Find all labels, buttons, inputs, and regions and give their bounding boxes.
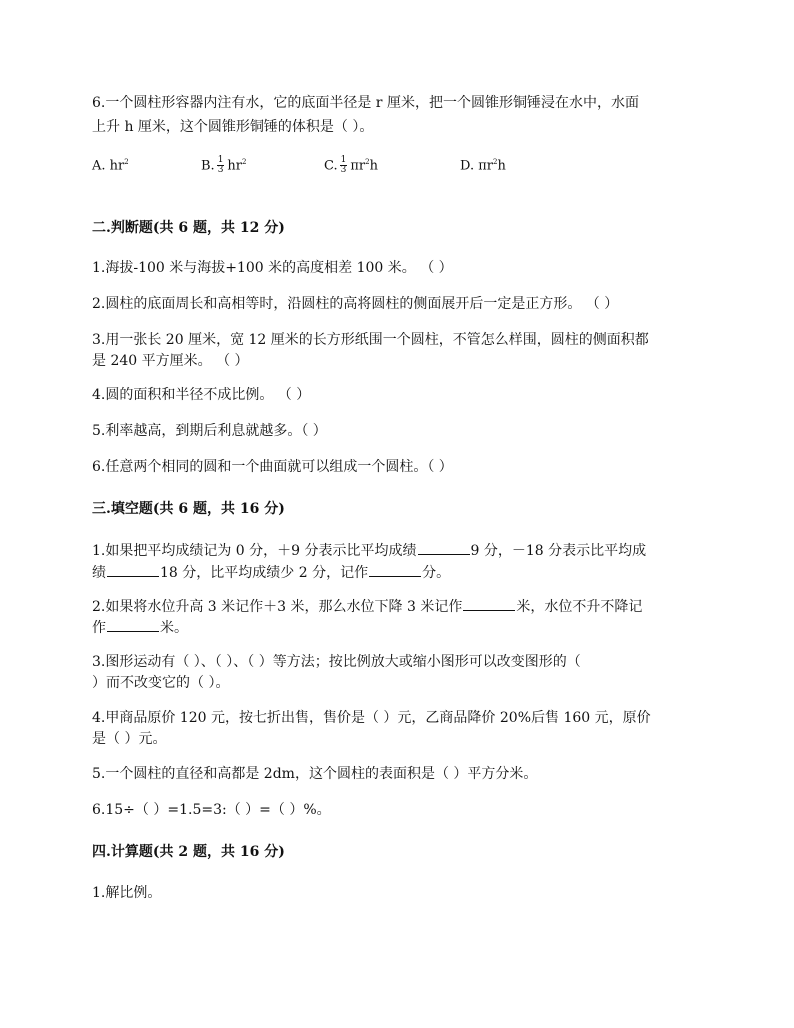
option-c-tail: h (369, 158, 378, 174)
answer-blank[interactable] (107, 617, 159, 632)
option-c-numerator: 1 (340, 155, 347, 166)
option-c-label: C. (324, 158, 338, 174)
answer-blank[interactable] (418, 540, 470, 555)
option-c-denominator: 3 (340, 165, 347, 176)
calc-q1: 1.解比例。 (92, 885, 162, 901)
fill-q1-text-c: 绩 (92, 565, 106, 581)
option-b-sup: 2 (242, 158, 247, 166)
fill-q1-line-2 (92, 562, 702, 583)
answer-blank[interactable] (463, 596, 515, 611)
judge-q6: 6.任意两个相同的圆和一个曲面就可以组成一个圆柱。（ ） (92, 459, 453, 475)
option-b (201, 153, 246, 175)
calc-section-title: 四.计算题(共 2 题，共 16 分) (92, 844, 285, 860)
option-b-text: hr (227, 158, 243, 174)
judge-q1: 1.海拔-100 米与海拔+100 米的高度相差 100 米。 （ ） (92, 260, 453, 276)
option-d-tail: h (497, 158, 506, 174)
answer-blank[interactable] (369, 562, 421, 577)
fill-q5: 5.一个圆柱的直径和高都是 2dm，这个圆柱的表面积是（ ）平方分米。 (92, 766, 538, 782)
option-b-denominator: 3 (217, 165, 224, 176)
option-c (324, 153, 378, 175)
fill-q1-text-a: 1.如果把平均成绩记为 0 分，＋9 分表示比平均成绩 (92, 543, 417, 559)
fill-q2-line-2 (92, 617, 702, 638)
fill-q2-text-a: 2.如果将水位升高 3 米记作＋3 米，那么水位下降 3 米记作 (92, 599, 463, 615)
judge-q4: 4.圆的面积和半径不成比例。 （ ） (92, 387, 311, 403)
option-a-text: A. hr (92, 158, 125, 174)
option-d-text: D. πr (460, 158, 493, 174)
fill-q2-text-b: 米，水位不升不降记 (516, 599, 643, 615)
option-c-sup: 2 (365, 158, 370, 166)
fill-q6: 6.15÷（ ）=1.5=3:（ ）=（ ）%。 (92, 802, 331, 818)
judge-q5: 5.利率越高，到期后利息就越多。（ ） (92, 423, 327, 439)
option-b-label: B. (201, 158, 215, 174)
option-c-fraction (340, 156, 348, 175)
option-d-sup: 2 (492, 158, 498, 166)
option-a-sup: 2 (124, 158, 129, 166)
judge-q2: 2.圆柱的底面周长和高相等时，沿圆柱的高将圆柱的侧面展开后一定是正方形。 （ ） (92, 296, 619, 312)
fill-q4-line-2: 是（ ）元。 (92, 731, 167, 747)
judge-q3-line-2: 是 240 平方厘米。 （ ） (92, 353, 249, 369)
fill-section-title: 三.填空题(共 6 题，共 16 分) (92, 501, 285, 517)
answer-blank[interactable] (107, 562, 159, 577)
judge-section-title: 二.判断题(共 6 题，共 12 分) (92, 220, 285, 236)
fill-q2-line-1 (92, 596, 702, 617)
fill-q1-text-e: 分。 (422, 565, 451, 581)
judge-q3-line-1: 3.用一张长 20 厘米，宽 12 厘米的长方形纸围一个圆柱，不管怎么样围，圆柱的侧面积都 (92, 332, 649, 348)
fill-q4-line-1: 4.甲商品原价 120 元，按七折出售，售价是（ ）元，乙商品降价 20%后售 160 元，原价 (92, 710, 651, 726)
q6-line-1: 6.一个圆柱形容器内注有水，它的底面半径是 r 厘米，把一个圆锥形铜锤浸在水中，水面 (92, 95, 639, 111)
option-b-fraction (217, 156, 225, 175)
fill-q1-line-1 (92, 540, 702, 561)
option-c-text: πr (350, 158, 366, 174)
fill-q3-line-2: ）而不改变它的（ ）。 (92, 675, 230, 691)
fill-q1-text-b: 9 分，－18 分表示比平均成 (470, 543, 647, 559)
fill-q2-text-c: 作 (92, 620, 106, 636)
fill-q1-text-d: 18 分，比平均成绩少 2 分，记作 (160, 565, 369, 581)
fill-q3-line-1: 3.图形运动有（ ）、（ ）、（ ）等方法；按比例放大或缩小图形可以改变图形的（ (92, 654, 581, 670)
option-b-numerator: 1 (217, 155, 224, 166)
option-d (460, 153, 506, 175)
option-a (92, 153, 129, 175)
fill-q2-text-d: 米。 (160, 620, 188, 636)
q6-line-2: 上升 h 厘米，这个圆锥形铜锤的体积是（ ）。 (92, 119, 374, 135)
